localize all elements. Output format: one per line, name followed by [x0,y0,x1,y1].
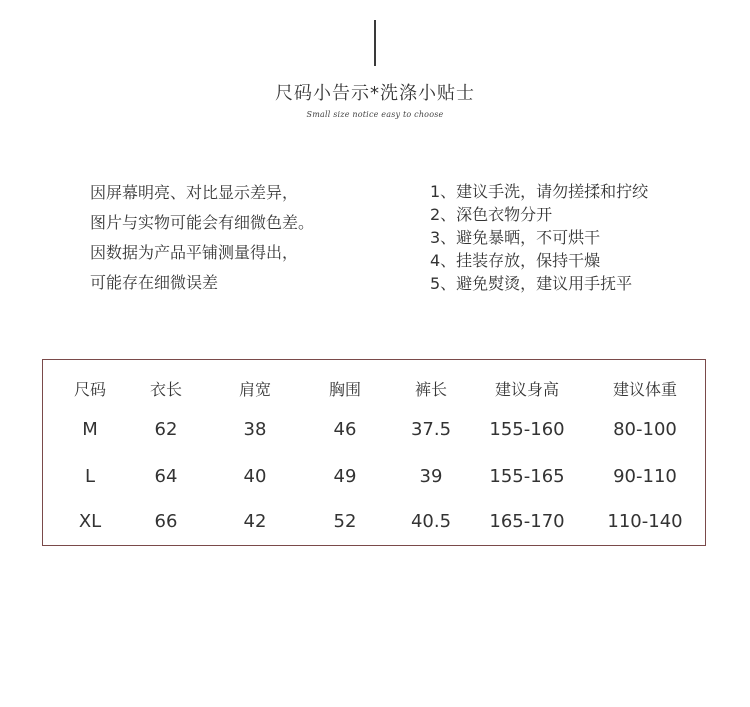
washing-tip: 5、避免熨烫，建议用手抚平 [430,274,633,293]
notice-line: 因数据为产品平铺测量得出， [90,243,299,262]
table-header-pants-length: 裤长 [414,380,447,399]
table-header-weight: 建议体重 [612,380,677,399]
table-cell: 62 [154,419,178,440]
table-cell: M [82,419,98,440]
table-cell: 110-140 [607,511,683,532]
table-header-size: 尺码 [73,380,106,399]
notice-line: 因屏幕明亮、对比显示差异， [90,183,299,202]
washing-tip: 2、深色衣物分开 [430,205,553,224]
table-header-chest: 胸围 [328,380,361,399]
table-cell: 46 [333,419,357,440]
table-cell: 155-160 [489,419,565,440]
size-table [42,359,706,546]
top-divider-line [374,20,376,66]
table-cell: 40.5 [410,511,452,532]
page-title: 尺码小告示*洗涤小贴士 [275,83,475,104]
table-cell: 64 [154,466,178,487]
table-header-length: 衣长 [149,380,182,399]
washing-tips [430,180,730,295]
table-cell: 42 [243,511,267,532]
table-cell: 49 [333,466,357,487]
table-header-shoulder: 肩宽 [238,380,271,399]
washing-tip: 1、建议手洗，请勿搓揉和拧绞 [430,182,649,201]
table-cell: 80-100 [613,419,677,440]
table-cell: 40 [243,466,267,487]
table-cell: 66 [154,511,178,532]
table-cell: 165-170 [489,511,565,532]
washing-tip: 4、挂装存放，保持干燥 [430,251,601,270]
display-notice [90,178,400,298]
table-cell: 37.5 [410,419,452,440]
notice-line: 可能存在细微误差 [90,273,219,292]
table-header-height: 建议身高 [494,380,559,399]
table-cell: L [84,466,96,487]
table-cell: 38 [243,419,267,440]
table-cell: 52 [333,511,357,532]
table-cell: XL [78,511,102,532]
washing-tip: 3、避免暴晒，不可烘干 [430,228,601,247]
table-cell: 155-165 [489,466,565,487]
page-subtitle: Small size notice easy to choose [306,110,444,119]
table-cell: 39 [419,466,443,487]
notice-line: 图片与实物可能会有细微色差。 [90,213,315,232]
table-cell: 90-110 [613,466,677,487]
